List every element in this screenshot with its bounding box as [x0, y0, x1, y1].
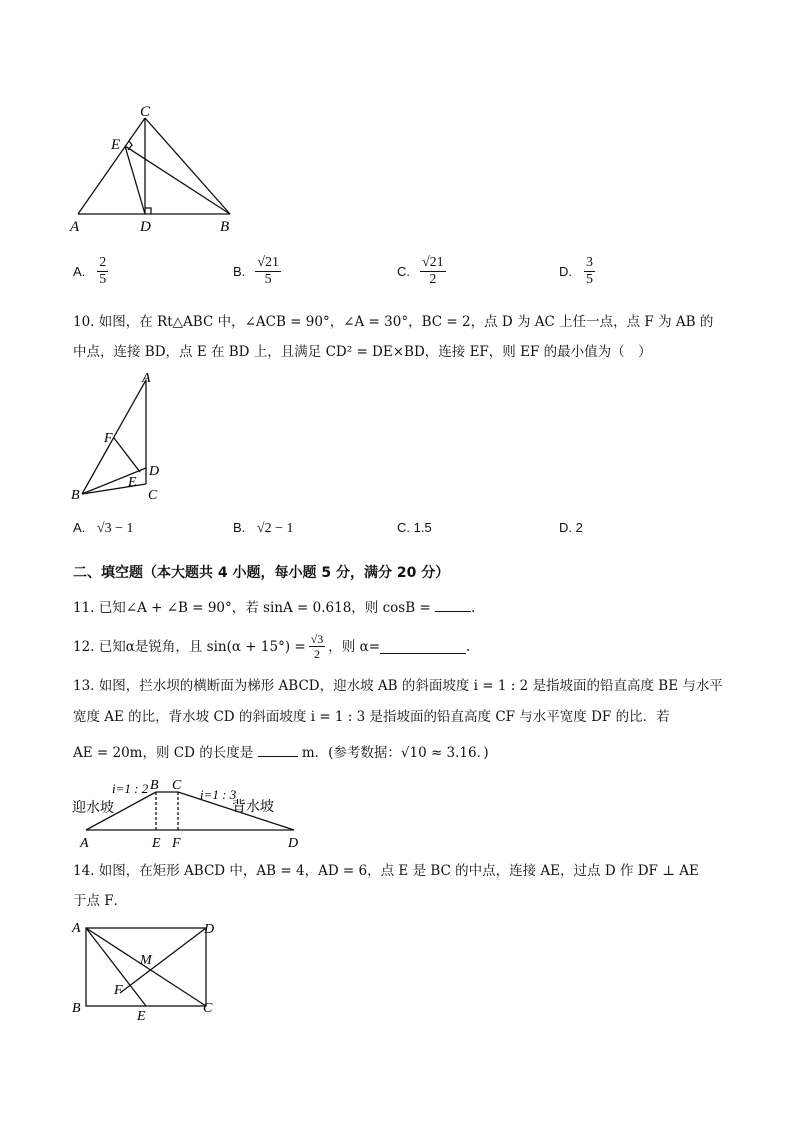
q14-label-e: E [137, 1009, 146, 1024]
q9-label-b: B [220, 219, 230, 235]
q10-label-b: B [71, 488, 80, 503]
q10-option-a[interactable]: A. √3 − 1 [73, 520, 134, 536]
q9-figure [60, 98, 260, 238]
q9-option-d-fraction: $\frac{3}{5}$ [586, 255, 593, 287]
q13-slope-left: i=1 : 2 [112, 781, 149, 796]
q13-label-b: B [150, 778, 159, 793]
q10-label-c: C [148, 488, 158, 503]
q14-stem-line1: 14. 如图，在矩形 ABCD 中，AB = 4，AD = 6，点 E 是 BC 的中点，连接 AE，过点 D 作 DF ⊥ AE [73, 863, 699, 879]
q14-rectangle-figure [66, 916, 226, 1026]
q14-label-m: M [140, 953, 152, 968]
q13-stem-line3: AE = 20m，则 CD 的长度是 m．(参考数据：√10 ≈ 3.16．) [73, 742, 489, 763]
q12-fraction: $\frac{√3}{2}$ [310, 632, 324, 661]
q14-label-d: D [204, 922, 215, 937]
q13-downstream-label: 背水坡 [232, 799, 274, 815]
q14-stem-line2: 于点 F． [73, 893, 128, 909]
q9-option-c[interactable]: C. $\frac{√21}{2}$ [397, 255, 444, 287]
q10-figure [66, 368, 176, 508]
q10-label-d: D [149, 464, 160, 479]
q13-upstream-label: 迎水坡 [72, 800, 114, 816]
q9-option-a[interactable]: A. $\frac{2}{5}$ [73, 255, 107, 287]
q9-option-b[interactable]: B. $\frac{√21}{5}$ [233, 255, 279, 287]
q13-label-c: C [172, 778, 182, 793]
q9-label-e: E [111, 137, 121, 153]
q9-label-c: C [140, 104, 151, 120]
q11: 11. 已知∠A + ∠B = 90°，若 sinA = 0.618，则 cosB = . [73, 597, 475, 618]
q13-slope-right: i=1 : 3 [200, 787, 237, 802]
q11-answer-blank[interactable] [435, 597, 471, 612]
q9-label-a: A [70, 219, 80, 235]
q9-label-d: D [140, 219, 151, 235]
q10-label-f: F [104, 431, 113, 446]
q13-label-f: F [172, 836, 181, 851]
q9-option-b-fraction: $\frac{√21}{5}$ [257, 255, 279, 287]
q13-answer-blank[interactable] [258, 742, 298, 757]
q12: 12. 已知α是锐角，且 sin(α + 15°) = $\frac{√3}{2}$ ，则 α= . [73, 632, 471, 661]
q14-label-a: A [72, 921, 81, 936]
q13-label-d: D [288, 836, 299, 851]
q10-option-d[interactable]: D. 2 [559, 520, 583, 535]
q10-stem-line2: 中点，连接 BD，点 E 在 BD 上，且满足 CD² = DE×BD，连接 EF，则 EF 的最小值为（ ） [73, 344, 652, 360]
q10-stem-line1: 10. 如图，在 Rt△ABC 中，∠ACB = 90°，∠A = 30°，BC = 2，点 D 为 AC 上任一点，点 F 为 AB 的 [73, 314, 714, 330]
q9-option-d[interactable]: D. $\frac{3}{5}$ [559, 255, 593, 287]
q13-dam-figure [68, 774, 318, 854]
q14-label-f: F [114, 983, 123, 998]
q12-answer-blank[interactable] [380, 639, 466, 654]
q13-label-e: E [152, 836, 161, 851]
q9-option-c-fraction: $\frac{√21}{2}$ [422, 255, 444, 287]
q10-label-e: E [128, 475, 137, 490]
q13-stem-line1: 13. 如图，拦水坝的横断面为梯形 ABCD，迎水坡 AB 的斜面坡度 i = 1 : 2 是指坡面的铅直高度 BE 与水平 [73, 678, 723, 694]
section-title: 二、填空题（本大题共 4 小题，每小题 5 分，满分 20 分） [73, 565, 450, 581]
q10-label-a: A [142, 371, 151, 386]
q14-label-b: B [72, 1001, 81, 1016]
q13-stem-line2: 宽度 AE 的比，背水坡 CD 的斜面坡度 i = 1 : 3 是指坡面的铅直高度 CF 与水平宽度 DF 的比．若 [73, 709, 670, 725]
q10-option-b[interactable]: B. √2 − 1 [233, 520, 294, 536]
q13-label-a: A [80, 836, 89, 851]
q10-option-c[interactable]: C. 1.5 [397, 520, 432, 535]
q9-option-a-fraction: $\frac{2}{5}$ [99, 255, 107, 287]
q14-label-c: C [203, 1001, 213, 1016]
